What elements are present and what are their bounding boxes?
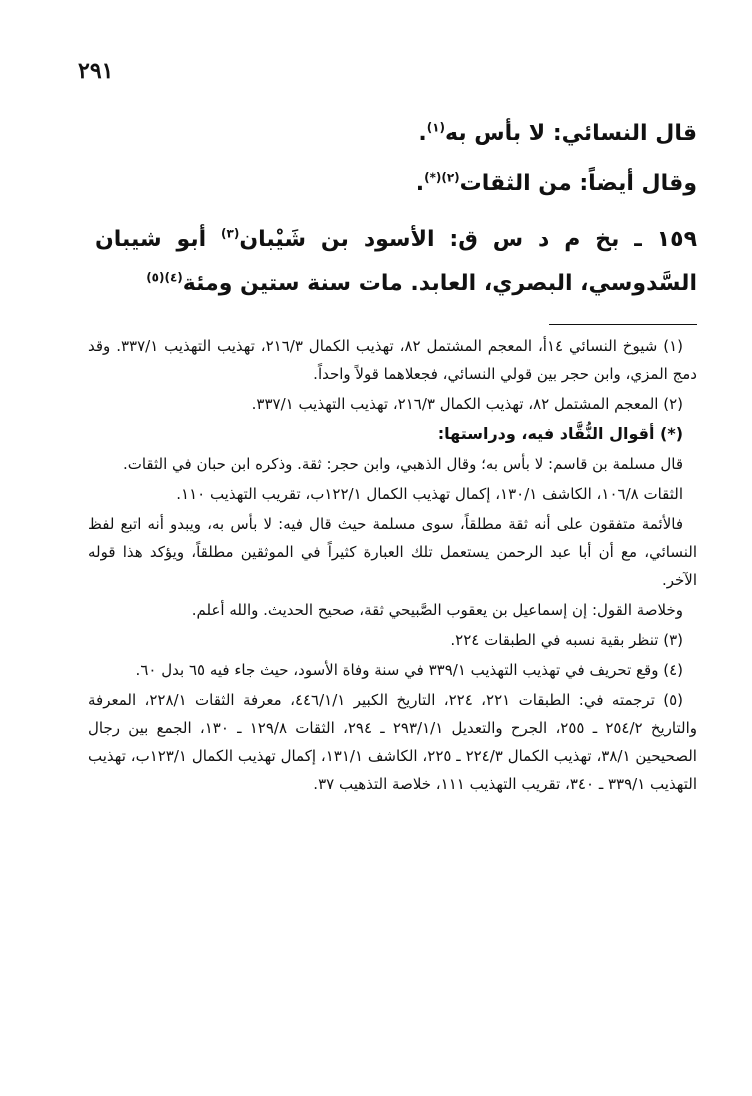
footnote-3: (٣) تنظر بقية نسبه في الطبقات ٢٢٤. — [450, 631, 683, 649]
footnote-ref-3: (٣) — [221, 226, 240, 241]
nasai-statement-1: قال النسائي: لا بأس به$^{(١)}$. — [418, 120, 697, 146]
critics-paragraph-2: الثقات ١٠٦/٨، الكاشف ١٣٠/١، إكمال تهذيب الكمال ١٢٢/١ب، تقريب التهذيب ١١٠. — [176, 485, 683, 503]
critics-heading: (*) أقوال النُّقَّاد فيه، ودراستها: — [437, 424, 683, 443]
page-number: ٢٩١ — [78, 58, 114, 84]
critics-paragraph-1: قال مسلمة بن قاسم: لا بأس به؛ وقال الذهبي، وابن حجر: ثقة. وذكره ابن حبان في الثقات. — [122, 455, 683, 473]
main-text — [95, 118, 697, 306]
footnote-5: (٥) ترجمته في: الطبقات ٢٢١، ٢٢٤، التاريخ الكبير ٤٤٦/١/١، معرفة الثقات ٢٢٨/١، المعرفة والتاريخ ٢٥٤/٢ ـ ٢٥٥، الجرح والتعديل ٢٩٣/١/١ ـ ٢٩٤، الثقات ١٢٩/٨ ـ ١٣٠، الجمع بين رجال الصحيحين ٣٨/١، تهذيب الكمال ٢٢٤/٣ ـ ٢٢٥، الكاشف ١٣١/١، إكمال تهذيب الكمال ١٢٣/١ب، تهذيب التهذيب ٣٣٩/١ ـ ٣٤٠، تقريب التهذيب ١١١، خلاصة التذهيب ٣٧. — [88, 691, 697, 793]
footnote-separator — [549, 324, 697, 325]
footnote-1: (١) شيوخ النسائي ١٤أ، المعجم المشتمل ٨٢، تهذيب الكمال ٢١٦/٣، تهذيب التهذيب ٣٣٧/١. وقد دمج المزي، وابن حجر بين قولي النسائي، فجعلاهما قولاً واحداً. — [88, 337, 697, 383]
footnote-2: (٢) المعجم المشتمل ٨٢، تهذيب الكمال ٢١٦/٣، تهذيب التهذيب ٣٣٧/١. — [251, 395, 683, 413]
critics-paragraph-3: فالأئمة متفقون على أنه ثقة مطلقاً، سوى مسلمة حيث قال فيه: لا بأس به، ويبدو أنه اتبع لفظ النسائي، مع أن أبا عبد الرحمن يستعمل تلك العبارة كثيراً في الموثقين مطلقاً، ويؤكد هذا قوله الآخر. — [88, 515, 697, 589]
footnotes — [88, 332, 697, 800]
footnote-4: (٤) وقع تحريف في تهذيب التهذيب ٣٣٩/١ في سنة وفاة الأسود، حيث جاء فيه ٦٥ بدل ٦٠. — [135, 661, 683, 679]
footnote-ref-4-5: (٤)(٥) — [146, 270, 183, 285]
biography-entry-159: ١٥٩ ـ بخ م د س ق: الأسود بن شَيْبان$^{(٣)}$ أبو شيبان السَّدوسي، البصري، العابد. مات سنة ستين ومئة$^{(٤)(٥)}$ — [95, 226, 698, 296]
nasai-statement-2: وقال أيضاً: من الثقات$^{(٢)(*)}$. — [415, 170, 697, 196]
footnote-ref-1: (١) — [426, 120, 445, 135]
footnote-ref-2: (٢)(*) — [424, 170, 460, 185]
critics-conclusion: وخلاصة القول: إن إسماعيل بن يعقوب الصَّبيحي ثقة، صحيح الحديث. والله أعلم. — [191, 601, 683, 619]
